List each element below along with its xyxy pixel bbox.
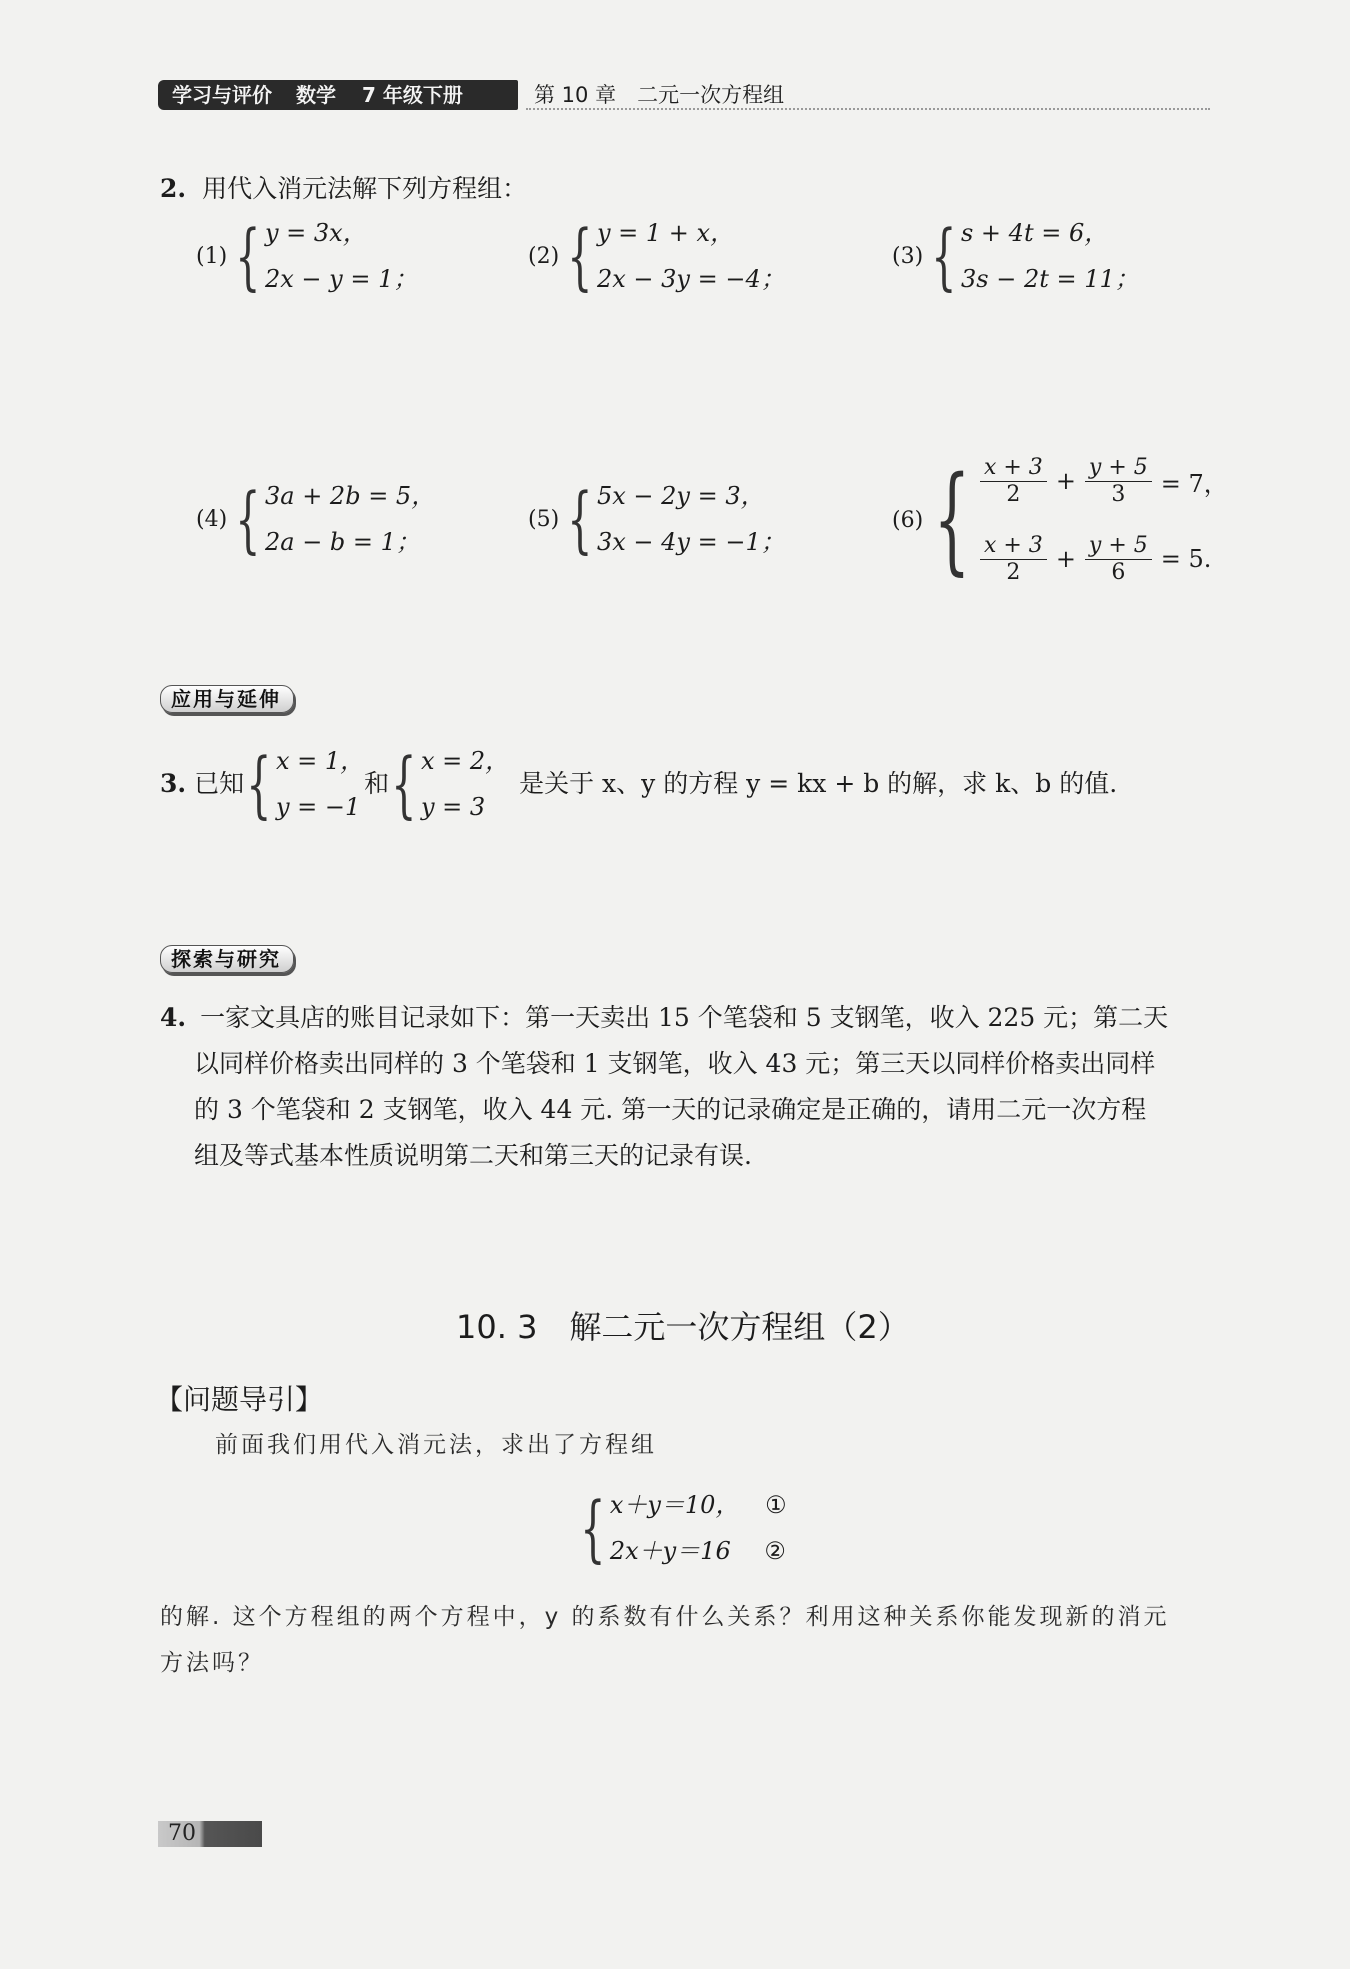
equations [610,1482,787,1574]
equation: 3x − 4y = −1； [596,528,785,556]
fraction-equations [977,442,1228,598]
fraction-equation-1 [977,442,1228,520]
fraction [980,533,1047,586]
fraction [1085,455,1152,508]
system-label: (2) [528,243,560,269]
system-label: (3) [892,243,924,269]
brace: { [580,1486,606,1570]
system-3 [892,210,1139,302]
numerator: y + 5 [1085,455,1152,482]
equation: y = 3x， [264,219,367,247]
brace: { [931,214,957,298]
equation-row [610,1528,787,1574]
question-line: 的 3 个笔袋和 2 支钢笔，收入 44 元. 第一天的记录确定是正确的，请用二元一次方程 [194,1095,1147,1124]
section-title: 10. 3 解二元一次方程组（2） [456,1308,910,1346]
system-label: (4) [196,506,228,532]
system-5 [528,473,785,565]
question-line: 组及等式基本性质说明第二天和第三天的记录有误. [194,1141,752,1170]
brace: { [235,214,261,298]
guide-intro: 前面我们用代入消元法，求出了方程组 [215,1432,657,1458]
brace: { [567,214,593,298]
fraction [1085,533,1152,586]
denominator: 6 [1111,559,1126,585]
brace: { [933,452,971,587]
equations [597,210,785,302]
grade: 7 年级下册 [362,83,463,107]
question-text-and: 和 [364,769,390,798]
section-tab-explore: 探索与研究 [160,945,294,973]
equation: 2x − y = 1； [264,265,418,293]
question-text: 一家文具店的账目记录如下：第一天卖出 15 个笔袋和 5 支钢笔，收入 225 元；第二天 [200,1003,1169,1032]
circle-one-mark: ① [765,1491,787,1519]
brace: { [567,477,593,561]
system-6 [892,442,1228,598]
question-text-pre: 已知 [194,769,245,798]
system-label: (6) [892,507,924,533]
brace: { [235,477,261,561]
question-2 [160,172,527,206]
equation: s + 4t = 6， [960,219,1109,247]
denominator: 2 [1006,559,1021,585]
equation: 2x＋y＝16 [609,1537,731,1565]
plus-sign: + [1055,545,1076,573]
equation: x = 1， [275,747,365,775]
question-number: 4. [160,1003,187,1032]
system-1 [196,210,417,302]
equation: x＋y＝10， [609,1491,740,1519]
plus-sign: + [1055,467,1076,495]
equation: 3a + 2b = 5， [264,482,436,510]
equations [597,473,785,565]
equation: y = 3 [420,793,486,821]
book-title: 学习与评价 [172,83,272,107]
circle-two-mark: ② [764,1537,786,1565]
equations [265,210,417,302]
guide-system [578,1482,787,1574]
header-divider [526,108,1210,110]
solution-2 [421,738,509,830]
equation: 3s − 2t = 11； [960,265,1139,293]
equation: x = 2， [420,747,510,775]
denominator: 2 [1006,481,1021,507]
brace: { [246,742,272,826]
guide-question-line: 方法吗？ [160,1650,264,1676]
subject: 数学 [296,83,336,107]
numerator: x + 3 [980,533,1047,560]
question-prompt: 用代入消元法解下列方程组： [202,174,528,203]
question-number: 2. [160,174,187,203]
question-3 [160,738,1117,830]
numerator: y + 5 [1085,533,1152,560]
system-2 [528,210,785,302]
equation: 2a − b = 1； [264,528,420,556]
equation: 5x − 2y = 3， [596,482,765,510]
page-number: 70 [168,1821,196,1846]
question-number: 3. [160,769,187,798]
equation: 2x − 3y = −4； [596,265,785,293]
question-line [160,995,1220,1041]
system-4 [196,473,435,565]
question-4 [160,995,1220,1179]
brace: { [391,742,417,826]
guide-question [160,1594,1170,1686]
chapter-title: 第 10 章 二元一次方程组 [534,83,785,107]
system-label: (1) [196,243,228,269]
fraction [980,455,1047,508]
equation: y = −1 [275,793,361,821]
denominator: 3 [1111,481,1126,507]
equation: y = 1 + x， [596,219,735,247]
question-line: 以同样价格卖出同样的 3 个笔袋和 1 支钢笔，收入 43 元；第三天以同样价格卖出同样 [194,1049,1156,1078]
right-hand-side: = 7， [1160,469,1228,498]
section-tab-apply: 应用与延伸 [160,685,294,713]
book-header-bar [158,80,518,110]
right-hand-side: = 5. [1160,545,1212,573]
equations [961,210,1139,302]
solution-1 [276,738,364,830]
guide-question-line: 的解. 这个方程组的两个方程中，y 的系数有什么关系？利用这种关系你能发现新的消元 [160,1604,1170,1630]
question-text-post: 是关于 x、y 的方程 y = kx + b 的解，求 k、b 的值. [519,769,1118,798]
equation-row [610,1482,787,1528]
numerator: x + 3 [980,455,1047,482]
fraction-equation-2 [977,520,1228,598]
system-label: (5) [528,506,560,532]
guide-heading: 【问题导引】 [155,1383,324,1416]
equations [265,473,435,565]
